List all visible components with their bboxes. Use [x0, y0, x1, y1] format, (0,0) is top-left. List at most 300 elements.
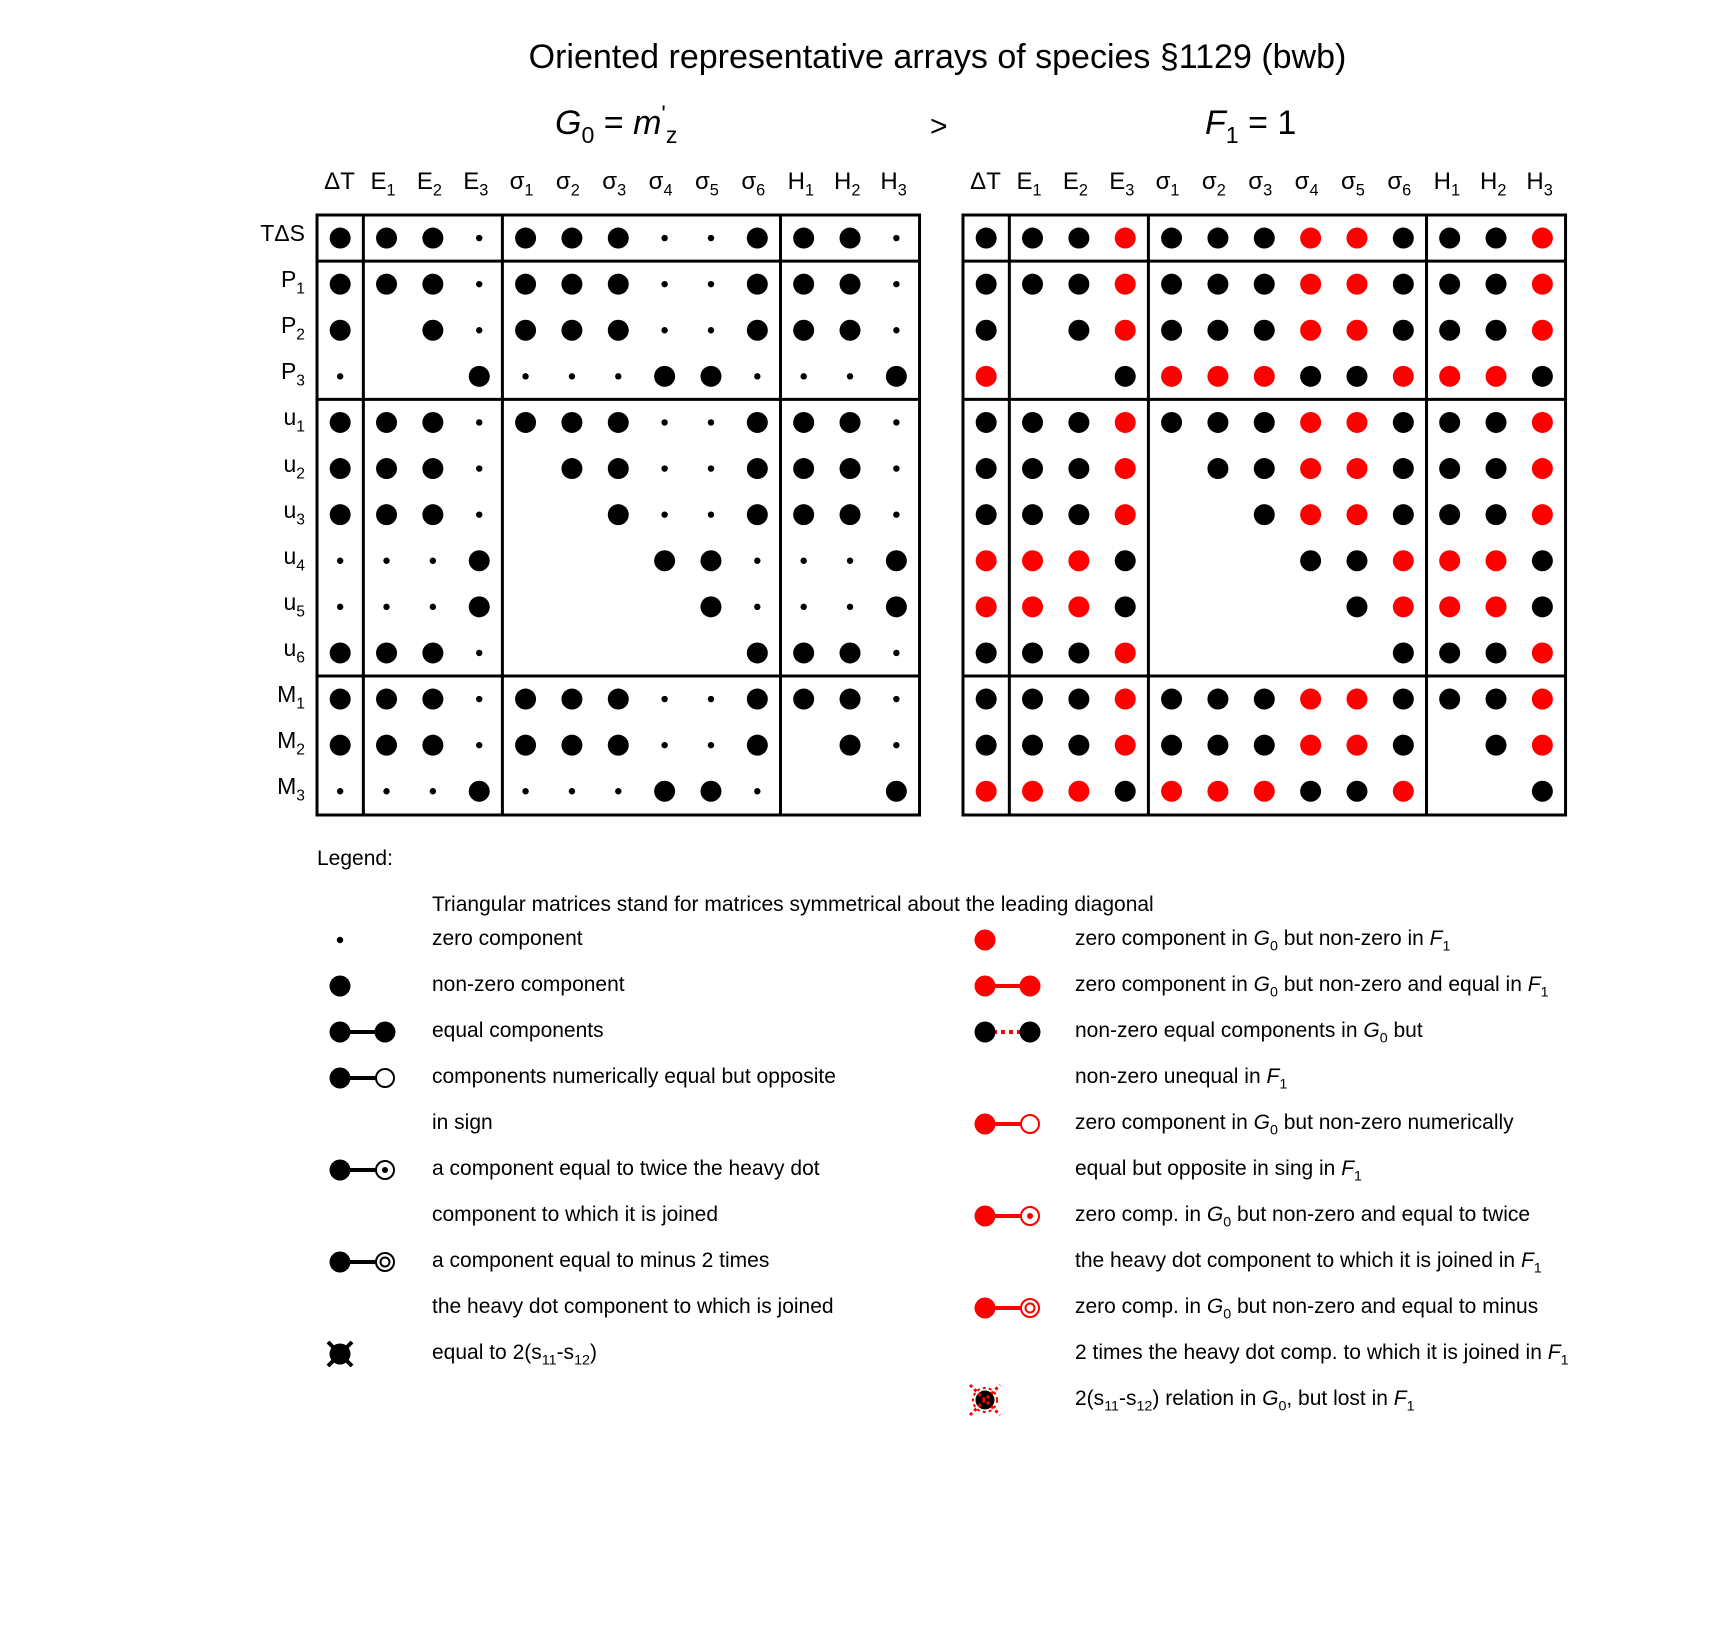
dot-nonzero [840, 274, 861, 295]
dot-nonzero [608, 274, 629, 295]
dot-nonzero [747, 642, 768, 663]
dot-red-nonzero [1022, 550, 1043, 571]
dot-nonzero [608, 320, 629, 341]
legend-symbol-two-s-icon [328, 1342, 352, 1366]
dot-nonzero [1161, 228, 1182, 249]
dot-nonzero [1439, 642, 1460, 663]
dot-nonzero [330, 458, 351, 479]
dot-nonzero [840, 642, 861, 663]
column-label-g0: $\sigma_4$ [648, 168, 673, 200]
dot-nonzero [976, 735, 997, 756]
column-label-g0: $\sigma_2$ [555, 168, 580, 200]
column-label-f1: $E_2$ [1062, 168, 1088, 200]
dot-nonzero [1115, 550, 1136, 571]
dot-nonzero [515, 274, 536, 295]
dot-nonzero [840, 504, 861, 525]
dot-nonzero [1486, 228, 1507, 249]
dot-red-nonzero [1068, 596, 1089, 617]
legend-left-text-5: a component equal to minus 2 times [432, 1249, 770, 1272]
dot-nonzero [1300, 366, 1321, 387]
dot-nonzero [1439, 412, 1460, 433]
left-header-symbol: G [555, 104, 582, 142]
dot-zero [893, 281, 899, 287]
dot-nonzero [1486, 320, 1507, 341]
row-label: $M_1$ [277, 681, 305, 713]
dot-nonzero [976, 458, 997, 479]
dot-zero [893, 650, 899, 656]
row-label: $u_1$ [283, 404, 305, 436]
dot-red-nonzero [1115, 642, 1136, 663]
dot-nonzero [422, 504, 443, 525]
dot-nonzero [1486, 642, 1507, 663]
left-header-rhs: m [633, 104, 662, 142]
dot-red-nonzero [1115, 689, 1136, 710]
dot-nonzero [1346, 366, 1367, 387]
dot-red-nonzero [1068, 781, 1089, 802]
dot-nonzero [1532, 550, 1553, 571]
legend-left-text-0: zero component [432, 927, 583, 950]
dot-nonzero [561, 274, 582, 295]
dot-nonzero [654, 366, 675, 387]
column-label-f1: $\sigma_1$ [1155, 168, 1180, 200]
dot-zero [708, 696, 714, 702]
dot-zero [847, 604, 853, 610]
dot-red-nonzero [1300, 504, 1321, 525]
column-label-f1: $H_1$ [1433, 168, 1461, 200]
left-header-rhs-sub: z [665, 122, 678, 149]
column-label-f1: $\sigma_6$ [1387, 168, 1412, 200]
row-label: $u_6$ [283, 634, 305, 667]
dot-red-nonzero [1439, 366, 1460, 387]
dot-red-nonzero [1115, 320, 1136, 341]
dot-zero [661, 327, 667, 333]
legend-symbol-minus2-icon [330, 1252, 395, 1273]
dot-nonzero [1068, 689, 1089, 710]
dot-nonzero [422, 642, 443, 663]
dot-nonzero [330, 735, 351, 756]
column-label-g0: ΔT [324, 168, 355, 195]
dot-nonzero [422, 228, 443, 249]
dot-red-nonzero [1532, 642, 1553, 663]
dot-nonzero [469, 781, 490, 802]
dot-nonzero [561, 689, 582, 710]
dot-red-nonzero [1486, 550, 1507, 571]
dot-nonzero [1300, 781, 1321, 802]
dot-red-nonzero [1346, 504, 1367, 525]
dot-nonzero [1022, 228, 1043, 249]
dot-nonzero [561, 412, 582, 433]
dot-nonzero [422, 735, 443, 756]
dot-red-nonzero [1486, 596, 1507, 617]
dot-nonzero [1254, 320, 1275, 341]
dot-nonzero [376, 458, 397, 479]
dot-zero [754, 373, 760, 379]
dot-red-nonzero [1161, 781, 1182, 802]
dot-nonzero [976, 412, 997, 433]
column-label-f1: $H_2$ [1480, 168, 1507, 200]
dot-nonzero [1068, 642, 1089, 663]
dot-nonzero [976, 320, 997, 341]
dot-red-nonzero [1161, 366, 1182, 387]
dot-red-nonzero [1254, 366, 1275, 387]
dot-zero [847, 373, 853, 379]
right-header-symbol: F [1205, 104, 1226, 142]
dot-nonzero [976, 274, 997, 295]
dot-nonzero [793, 274, 814, 295]
dot-zero [661, 465, 667, 471]
dot-zero [800, 604, 806, 610]
dot-nonzero [747, 320, 768, 341]
dot-nonzero [330, 228, 351, 249]
dot-nonzero [1346, 596, 1367, 617]
dot-zero [476, 419, 482, 425]
dot-nonzero [840, 735, 861, 756]
dot-nonzero [1486, 274, 1507, 295]
legend-symbol-red-minus2-icon [975, 1298, 1040, 1319]
legend-right-text-0: zero component in $G_0$ but non-zero in $F_1$ [1075, 927, 1451, 955]
dot-zero [661, 281, 667, 287]
dot-nonzero [330, 412, 351, 433]
dot-zero [337, 558, 343, 564]
dot-nonzero [1207, 320, 1228, 341]
row-label: $P_1$ [280, 266, 305, 298]
dot-red-nonzero [1022, 596, 1043, 617]
dot-zero [615, 788, 621, 794]
dot-red-nonzero [1532, 228, 1553, 249]
dot-nonzero [608, 735, 629, 756]
dot-red-nonzero [1300, 320, 1321, 341]
dot-red-nonzero [1393, 781, 1414, 802]
dot-red-nonzero [1532, 689, 1553, 710]
dot-nonzero [654, 550, 675, 571]
dot-nonzero [1532, 366, 1553, 387]
column-label-f1: $\sigma_5$ [1340, 168, 1365, 200]
dot-red-nonzero [1532, 320, 1553, 341]
dot-zero [708, 465, 714, 471]
dot-zero [383, 558, 389, 564]
dot-zero [893, 419, 899, 425]
dot-nonzero [654, 781, 675, 802]
dot-nonzero [376, 735, 397, 756]
dot-red-nonzero [1300, 458, 1321, 479]
dot-nonzero [422, 320, 443, 341]
dot-nonzero [1300, 550, 1321, 571]
column-label-g0: $\sigma_1$ [509, 168, 534, 200]
dot-zero [569, 373, 575, 379]
dot-zero [661, 742, 667, 748]
row-label: $u_2$ [283, 450, 305, 482]
dot-zero [661, 235, 667, 241]
dot-red-nonzero [1300, 689, 1321, 710]
matrix-f1 [963, 215, 1566, 815]
dot-nonzero [1346, 550, 1367, 571]
dot-red-nonzero [1393, 366, 1414, 387]
dot-nonzero [1393, 458, 1414, 479]
row-label: $u_4$ [283, 542, 305, 574]
legend-symbol-red-opposite-icon [975, 1114, 1040, 1135]
dot-zero [615, 373, 621, 379]
page-title: Oriented representative arrays of species §1129 (bwb) [528, 38, 1347, 76]
dot-red-nonzero [1022, 781, 1043, 802]
legend-symbol-red-equal-icon [975, 976, 1041, 997]
row-label: TΔS [260, 220, 305, 247]
dot-nonzero [1254, 735, 1275, 756]
dot-nonzero [1393, 504, 1414, 525]
dot-nonzero [1068, 228, 1089, 249]
dot-nonzero [1439, 228, 1460, 249]
dot-nonzero [1207, 412, 1228, 433]
column-label-g0: $H_1$ [787, 168, 815, 200]
dot-nonzero [1161, 320, 1182, 341]
dot-nonzero [561, 320, 582, 341]
dot-nonzero [376, 642, 397, 663]
dot-nonzero [1393, 274, 1414, 295]
column-label-g0: $E_3$ [463, 168, 489, 200]
dot-nonzero [747, 412, 768, 433]
dot-nonzero [1022, 412, 1043, 433]
dot-nonzero [1207, 458, 1228, 479]
dot-nonzero [1022, 642, 1043, 663]
dot-nonzero [422, 274, 443, 295]
dot-nonzero [608, 228, 629, 249]
dot-nonzero [1532, 596, 1553, 617]
dot-zero [476, 742, 482, 748]
dot-nonzero [1439, 504, 1460, 525]
dot-red-nonzero [1532, 504, 1553, 525]
dot-nonzero [793, 642, 814, 663]
dot-nonzero [1115, 781, 1136, 802]
dot-nonzero [793, 412, 814, 433]
dot-nonzero [422, 689, 443, 710]
dot-nonzero [886, 550, 907, 571]
legend-left-text-6: equal to $2(s_{11}-s_{12})$ [432, 1341, 597, 1369]
dot-nonzero [793, 504, 814, 525]
dot-nonzero [1393, 412, 1414, 433]
dot-zero [893, 465, 899, 471]
dot-nonzero [1068, 504, 1089, 525]
dot-nonzero [515, 412, 536, 433]
dot-zero [847, 558, 853, 564]
row-label: $P_2$ [280, 312, 305, 344]
dot-zero [476, 511, 482, 517]
dot-nonzero [1068, 320, 1089, 341]
column-label-f1: $\sigma_3$ [1248, 168, 1273, 200]
dot-nonzero [700, 366, 721, 387]
dot-red-nonzero [1300, 274, 1321, 295]
column-label-f1: $\sigma_2$ [1201, 168, 1226, 200]
dot-zero [383, 788, 389, 794]
dot-nonzero [747, 274, 768, 295]
legend-right-text-4: zero comp. in $G_0$ but non-zero and equal to twice [1075, 1203, 1531, 1231]
dot-red-nonzero [976, 781, 997, 802]
legend-symbol-nonzero-icon [330, 976, 351, 997]
dot-nonzero [1022, 689, 1043, 710]
dot-zero [893, 742, 899, 748]
dot-nonzero [561, 458, 582, 479]
dot-nonzero [1022, 274, 1043, 295]
dot-nonzero [515, 689, 536, 710]
dot-zero [708, 742, 714, 748]
dot-nonzero [608, 458, 629, 479]
row-label: $P_3$ [280, 358, 305, 390]
dot-nonzero [515, 735, 536, 756]
dot-zero [754, 558, 760, 564]
dot-nonzero [747, 504, 768, 525]
dot-zero [522, 373, 528, 379]
dot-nonzero [422, 458, 443, 479]
dot-nonzero [1486, 689, 1507, 710]
right-header-sub: 1 [1225, 122, 1239, 149]
dot-nonzero [376, 228, 397, 249]
dot-zero [708, 419, 714, 425]
dot-zero [893, 511, 899, 517]
dot-nonzero [515, 320, 536, 341]
dot-red-nonzero [976, 596, 997, 617]
dot-zero [430, 558, 436, 564]
dot-nonzero [1439, 689, 1460, 710]
dot-nonzero [376, 689, 397, 710]
dot-nonzero [1207, 735, 1228, 756]
dot-nonzero [469, 366, 490, 387]
dot-zero [708, 327, 714, 333]
dot-zero [476, 465, 482, 471]
legend-right-text-3: zero component in $G_0$ but non-zero numerically [1075, 1111, 1514, 1139]
dot-nonzero [1115, 366, 1136, 387]
legend-left-text-3: in sign [432, 1111, 493, 1134]
dot-nonzero [976, 689, 997, 710]
dot-nonzero [793, 689, 814, 710]
dot-red-nonzero [1207, 781, 1228, 802]
dot-zero [430, 604, 436, 610]
legend-symbol-red-dot-icon [975, 930, 996, 951]
dot-nonzero [793, 458, 814, 479]
dot-red-nonzero [1115, 458, 1136, 479]
dot-red-nonzero [1115, 274, 1136, 295]
dot-nonzero [1393, 735, 1414, 756]
dot-nonzero [886, 781, 907, 802]
dot-zero [337, 373, 343, 379]
dot-nonzero [469, 550, 490, 571]
legend-left-text-4: a component equal to twice the heavy dot [432, 1157, 820, 1180]
dot-red-nonzero [1068, 550, 1089, 571]
legend-right-text-3: equal but opposite in sing in $F_1$ [1075, 1157, 1362, 1185]
dot-zero [754, 604, 760, 610]
legend-left-text-1: non-zero component [432, 973, 625, 996]
dot-zero [800, 558, 806, 564]
dot-red-nonzero [1346, 274, 1367, 295]
dot-nonzero [330, 642, 351, 663]
dot-zero [430, 788, 436, 794]
legend-left-text-2: equal components [432, 1019, 604, 1042]
dot-nonzero [840, 320, 861, 341]
dot-nonzero [1207, 228, 1228, 249]
legend-symbol-zero-icon [337, 937, 343, 943]
matrix-g0 [317, 215, 920, 815]
dot-nonzero [700, 550, 721, 571]
legend-right-text-4: the heavy dot component to which it is joined in $F_1$ [1075, 1249, 1542, 1277]
dot-nonzero [747, 689, 768, 710]
dot-nonzero [1393, 320, 1414, 341]
dot-red-nonzero [1346, 735, 1367, 756]
dot-red-nonzero [1346, 412, 1367, 433]
comparator: > [930, 110, 948, 143]
dot-zero [661, 419, 667, 425]
legend-right-text-2: non-zero equal components in $G_0$ but [1075, 1019, 1423, 1047]
dot-zero [383, 604, 389, 610]
dot-nonzero [515, 228, 536, 249]
dot-nonzero [793, 320, 814, 341]
legend-right-text-1: zero component in $G_0$ but non-zero and equal in $F_1$ [1075, 973, 1549, 1001]
dot-zero [522, 788, 528, 794]
dot-zero [476, 696, 482, 702]
dot-nonzero [1161, 274, 1182, 295]
dot-nonzero [1254, 458, 1275, 479]
dot-nonzero [1393, 228, 1414, 249]
dot-zero [337, 604, 343, 610]
legend-symbol-twice-icon [330, 1160, 395, 1181]
dot-red-nonzero [1346, 689, 1367, 710]
dot-nonzero [840, 689, 861, 710]
column-label-f1: $E_1$ [1016, 168, 1042, 200]
dot-red-nonzero [1532, 458, 1553, 479]
dot-red-nonzero [976, 366, 997, 387]
legend-symbol-dotted-icon [975, 1022, 1041, 1043]
dot-nonzero [330, 689, 351, 710]
legend-right-text-6: $2(s_{11}-s_{12})$ relation in $G_0$, but lost in $F_1$ [1075, 1387, 1415, 1415]
legend-symbol-opposite-icon [330, 1068, 395, 1089]
dot-nonzero [469, 596, 490, 617]
dot-nonzero [747, 458, 768, 479]
dot-zero [337, 788, 343, 794]
dot-nonzero [608, 504, 629, 525]
dot-nonzero [608, 689, 629, 710]
dot-nonzero [561, 228, 582, 249]
dot-nonzero [1207, 689, 1228, 710]
dot-nonzero [700, 596, 721, 617]
dot-red-nonzero [1207, 366, 1228, 387]
dot-red-nonzero [1532, 412, 1553, 433]
dot-zero [569, 788, 575, 794]
dot-nonzero [1439, 320, 1460, 341]
dot-nonzero [976, 504, 997, 525]
legend-left-text-5: the heavy dot component to which is joined [432, 1295, 834, 1318]
dot-red-nonzero [1300, 412, 1321, 433]
dot-nonzero [1254, 412, 1275, 433]
column-label-f1: ΔT [970, 168, 1001, 195]
row-label: $u_3$ [283, 496, 305, 528]
dot-zero [893, 327, 899, 333]
dot-red-nonzero [1393, 550, 1414, 571]
legend-right-text-2: non-zero unequal in $F_1$ [1075, 1065, 1288, 1093]
dot-nonzero [376, 504, 397, 525]
column-label-g0: $\sigma_5$ [694, 168, 719, 200]
dot-red-nonzero [1115, 228, 1136, 249]
dot-nonzero [1161, 735, 1182, 756]
dot-nonzero [1022, 735, 1043, 756]
legend-note: Triangular matrices stand for matrices symmetrical about the leading diagonal [432, 893, 1154, 916]
right-header-eq: = 1 [1238, 104, 1297, 142]
legend-right-text-5: 2 times the heavy dot comp. to which it is joined in $F_1$ [1075, 1341, 1569, 1369]
dot-red-nonzero [1346, 320, 1367, 341]
dot-nonzero [1115, 596, 1136, 617]
legend-heading: Legend: [317, 847, 393, 870]
column-label-f1: $\sigma_4$ [1294, 168, 1319, 200]
column-label-g0: $E_1$ [370, 168, 396, 200]
dot-zero [708, 281, 714, 287]
dot-nonzero [608, 412, 629, 433]
dot-red-nonzero [1532, 274, 1553, 295]
row-label: $u_5$ [283, 588, 305, 621]
